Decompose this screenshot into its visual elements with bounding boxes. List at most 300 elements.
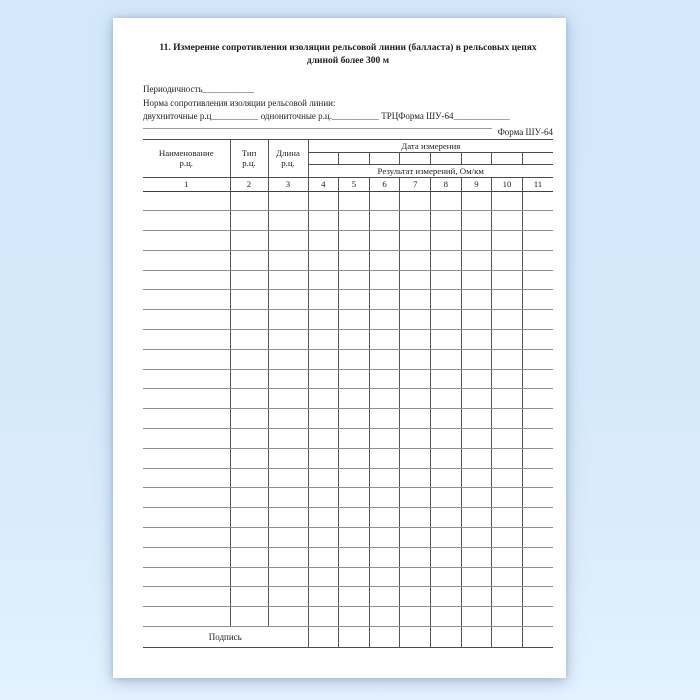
table-cell	[400, 231, 431, 251]
rc-types-line	[143, 110, 553, 124]
table-row	[143, 290, 553, 310]
table-cell	[268, 607, 308, 627]
table-cell	[431, 409, 462, 429]
table-cell	[369, 211, 400, 231]
table-cell	[492, 587, 523, 607]
date-entry-cell	[400, 152, 431, 164]
table-cell	[369, 250, 400, 270]
column-number-cell: 2	[230, 177, 268, 191]
table-row	[143, 567, 553, 587]
table-cell	[369, 429, 400, 449]
table-cell	[308, 330, 339, 350]
table-cell	[522, 528, 553, 548]
single-thread-label: однониточные р.ц.	[258, 111, 332, 121]
table-cell	[143, 448, 230, 468]
table-row	[143, 448, 553, 468]
table-cell	[230, 231, 268, 251]
table-cell	[400, 250, 431, 270]
table-cell	[143, 409, 230, 429]
table-cell	[461, 290, 492, 310]
table-cell	[461, 389, 492, 409]
table-cell	[461, 191, 492, 211]
table-cell	[230, 191, 268, 211]
table-cell	[268, 231, 308, 251]
form-page	[113, 18, 566, 678]
table-row	[143, 330, 553, 350]
table-cell	[522, 409, 553, 429]
table-cell	[369, 310, 400, 330]
table-cell	[268, 448, 308, 468]
table-cell	[339, 448, 370, 468]
table-cell	[308, 369, 339, 389]
table-cell	[230, 468, 268, 488]
table-cell	[492, 409, 523, 429]
table-cell	[230, 567, 268, 587]
table-cell	[143, 607, 230, 627]
table-cell	[268, 528, 308, 548]
table-cell	[268, 191, 308, 211]
table-cell	[522, 567, 553, 587]
table-cell	[339, 488, 370, 508]
date-entry-cell	[492, 152, 523, 164]
table-cell	[431, 547, 462, 567]
table-cell	[369, 290, 400, 310]
table-cell	[461, 607, 492, 627]
table-cell	[492, 607, 523, 627]
table-cell	[339, 191, 370, 211]
table-cell	[492, 250, 523, 270]
table-cell	[268, 369, 308, 389]
table-cell	[268, 429, 308, 449]
date-entry-cell	[461, 152, 492, 164]
date-entry-cell	[431, 152, 462, 164]
table-cell	[461, 429, 492, 449]
column-number-cell: 7	[400, 177, 431, 191]
table-cell	[461, 488, 492, 508]
table-cell	[339, 330, 370, 350]
table-cell	[369, 369, 400, 389]
table-row	[143, 587, 553, 607]
signature-entry-cell	[308, 627, 339, 648]
table-cell	[339, 250, 370, 270]
table-cell	[492, 191, 523, 211]
table-cell	[431, 429, 462, 449]
table-cell	[268, 547, 308, 567]
table-cell	[339, 349, 370, 369]
table-body	[143, 191, 553, 627]
table-cell	[431, 369, 462, 389]
column-number-cell: 9	[461, 177, 492, 191]
table-row	[143, 488, 553, 508]
table-cell	[268, 389, 308, 409]
table-row	[143, 409, 553, 429]
table-cell	[268, 488, 308, 508]
table-cell	[339, 528, 370, 548]
table-cell	[339, 270, 370, 290]
table-cell	[308, 290, 339, 310]
table-cell	[308, 211, 339, 231]
column-number-cell: 11	[522, 177, 553, 191]
table-cell	[308, 547, 339, 567]
table-cell	[268, 409, 308, 429]
table-cell	[431, 528, 462, 548]
periodicity-blank: ___________	[202, 84, 255, 94]
table-cell	[143, 429, 230, 449]
table-cell	[522, 587, 553, 607]
col-length-header: Длина р.ц.	[268, 139, 308, 177]
table-cell	[431, 290, 462, 310]
form-code-row	[143, 125, 553, 138]
table-cell	[339, 547, 370, 567]
table-cell	[143, 547, 230, 567]
periodicity-label: Периодичность	[143, 84, 203, 94]
table-row	[143, 250, 553, 270]
table-cell	[230, 250, 268, 270]
table-cell	[400, 369, 431, 389]
table-cell	[230, 290, 268, 310]
column-number-cell: 10	[492, 177, 523, 191]
table-cell	[339, 369, 370, 389]
table-cell	[400, 567, 431, 587]
table-cell	[461, 448, 492, 468]
table-cell	[431, 488, 462, 508]
column-number-cell: 5	[339, 177, 370, 191]
table-cell	[308, 587, 339, 607]
table-cell	[369, 567, 400, 587]
table-cell	[308, 488, 339, 508]
table-row	[143, 231, 553, 251]
table-row	[143, 528, 553, 548]
table-cell	[143, 211, 230, 231]
table-cell	[492, 290, 523, 310]
table-cell	[369, 448, 400, 468]
table-cell	[492, 429, 523, 449]
table-cell	[339, 409, 370, 429]
table-cell	[268, 211, 308, 231]
table-row	[143, 349, 553, 369]
table-row	[143, 547, 553, 567]
table-cell	[492, 448, 523, 468]
table-cell	[461, 310, 492, 330]
table-cell	[492, 389, 523, 409]
signature-label: Подпись	[143, 627, 308, 648]
table-cell	[230, 587, 268, 607]
table-cell	[143, 310, 230, 330]
table-row	[143, 607, 553, 627]
table-cell	[308, 310, 339, 330]
table-cell	[369, 191, 400, 211]
signature-entry-cell	[400, 627, 431, 648]
table-cell	[400, 448, 431, 468]
col-type-header: Тип р.ц.	[230, 139, 268, 177]
table-cell	[339, 587, 370, 607]
table-cell	[230, 330, 268, 350]
table-cell	[431, 330, 462, 350]
table-cell	[461, 468, 492, 488]
table-cell	[230, 429, 268, 449]
table-cell	[268, 567, 308, 587]
table-cell	[308, 349, 339, 369]
table-cell	[143, 191, 230, 211]
table-cell	[339, 508, 370, 528]
table-cell	[230, 508, 268, 528]
table-cell	[522, 191, 553, 211]
date-entry-cell	[369, 152, 400, 164]
table-cell	[143, 369, 230, 389]
table-cell	[308, 468, 339, 488]
column-number-cell: 3	[268, 177, 308, 191]
table-cell	[268, 250, 308, 270]
table-row	[143, 369, 553, 389]
table-cell	[431, 567, 462, 587]
signature-entry-cell	[369, 627, 400, 648]
table-cell	[308, 409, 339, 429]
table-cell	[461, 587, 492, 607]
table-cell	[522, 231, 553, 251]
date-measure-header: Дата измерения	[308, 139, 553, 152]
date-entry-cell	[308, 152, 339, 164]
table-cell	[308, 389, 339, 409]
table-row	[143, 508, 553, 528]
table-row	[143, 270, 553, 290]
table-cell	[369, 528, 400, 548]
table-cell	[339, 211, 370, 231]
col-name-header: Наименование р.ц.	[143, 139, 230, 177]
table-cell	[369, 508, 400, 528]
table-cell	[461, 567, 492, 587]
table-cell	[461, 231, 492, 251]
trc-label: ТРЦФорма ШУ-64	[379, 111, 454, 121]
table-row	[143, 191, 553, 211]
table-cell	[143, 231, 230, 251]
table-cell	[400, 330, 431, 350]
table-cell	[492, 211, 523, 231]
table-cell	[522, 488, 553, 508]
table-cell	[308, 191, 339, 211]
table-cell	[400, 468, 431, 488]
table-cell	[369, 231, 400, 251]
signature-entry-cell	[431, 627, 462, 648]
table-row	[143, 310, 553, 330]
table-cell	[522, 369, 553, 389]
table-cell	[308, 567, 339, 587]
table-cell	[431, 587, 462, 607]
table-cell	[369, 330, 400, 350]
table-cell	[522, 508, 553, 528]
table-cell	[143, 290, 230, 310]
table-cell	[522, 330, 553, 350]
table-cell	[400, 211, 431, 231]
table-cell	[522, 349, 553, 369]
single-thread-blank: __________	[332, 111, 379, 121]
table-cell	[400, 508, 431, 528]
table-row	[143, 211, 553, 231]
signature-entry-cell	[339, 627, 370, 648]
table-cell	[369, 587, 400, 607]
form-title-line2: длиной более 300 м	[306, 56, 390, 66]
table-cell	[522, 468, 553, 488]
table-cell	[431, 231, 462, 251]
table-cell	[308, 270, 339, 290]
table-cell	[143, 330, 230, 350]
table-cell	[431, 448, 462, 468]
table-cell	[339, 389, 370, 409]
table-cell	[143, 468, 230, 488]
result-header: Результат измерений, Ом/км	[308, 164, 553, 177]
table-cell	[492, 488, 523, 508]
table-cell	[339, 290, 370, 310]
table-cell	[400, 528, 431, 548]
table-cell	[492, 349, 523, 369]
table-cell	[431, 508, 462, 528]
table-cell	[339, 607, 370, 627]
table-cell	[143, 508, 230, 528]
table-cell	[369, 547, 400, 567]
table-cell	[492, 270, 523, 290]
table-cell	[339, 310, 370, 330]
table-cell	[492, 310, 523, 330]
table-cell	[268, 310, 308, 330]
table-cell	[369, 488, 400, 508]
table-cell	[522, 250, 553, 270]
signature-row	[143, 627, 553, 648]
table-cell	[339, 231, 370, 251]
table-cell	[431, 270, 462, 290]
table-cell	[400, 349, 431, 369]
table-cell	[400, 607, 431, 627]
periodicity-line	[143, 83, 553, 97]
measurement-table	[143, 139, 553, 649]
signature-entry-cell	[461, 627, 492, 648]
table-cell	[230, 488, 268, 508]
column-number-cell: 6	[369, 177, 400, 191]
signature-entry-cell	[492, 627, 523, 648]
table-cell	[230, 211, 268, 231]
table-cell	[230, 448, 268, 468]
table-cell	[143, 250, 230, 270]
table-cell	[431, 310, 462, 330]
table-cell	[268, 290, 308, 310]
table-cell	[230, 547, 268, 567]
table-cell	[230, 528, 268, 548]
table-cell	[369, 468, 400, 488]
column-number-cell: 1	[143, 177, 230, 191]
table-cell	[431, 191, 462, 211]
table-cell	[400, 290, 431, 310]
table-cell	[400, 587, 431, 607]
table-cell	[522, 270, 553, 290]
table-cell	[230, 607, 268, 627]
table-cell	[369, 389, 400, 409]
table-cell	[431, 211, 462, 231]
table-cell	[369, 607, 400, 627]
table-cell	[431, 349, 462, 369]
form-title	[131, 42, 565, 68]
table-row	[143, 389, 553, 409]
table-cell	[461, 547, 492, 567]
table-cell	[400, 191, 431, 211]
table-cell	[308, 448, 339, 468]
table-cell	[143, 567, 230, 587]
table-cell	[230, 369, 268, 389]
table-cell	[400, 547, 431, 567]
table-cell	[230, 270, 268, 290]
table-cell	[400, 310, 431, 330]
table-cell	[522, 607, 553, 627]
table-cell	[431, 468, 462, 488]
table-cell	[522, 448, 553, 468]
column-number-cell: 4	[308, 177, 339, 191]
table-cell	[143, 349, 230, 369]
table-cell	[492, 330, 523, 350]
table-cell	[522, 429, 553, 449]
form-title-line1: 11. Измерение сопротивления изоляции рельсовой линии (балласта) в рельсовых цепях	[159, 43, 537, 53]
table-cell	[268, 468, 308, 488]
table-cell	[143, 389, 230, 409]
table-cell	[339, 429, 370, 449]
form-code-label: Форма ШУ-64	[497, 126, 553, 137]
table-cell	[461, 528, 492, 548]
table-cell	[492, 547, 523, 567]
table-cell	[461, 508, 492, 528]
table-cell	[522, 547, 553, 567]
date-entry-cell	[339, 152, 370, 164]
table-cell	[308, 429, 339, 449]
table-cell	[308, 231, 339, 251]
table-cell	[143, 488, 230, 508]
table-cell	[492, 528, 523, 548]
table-cell	[268, 270, 308, 290]
table-cell	[492, 567, 523, 587]
table-cell	[461, 349, 492, 369]
trc-blank: ____________	[453, 111, 510, 121]
signature-entry-cell	[522, 627, 553, 648]
blank-underline	[143, 128, 492, 129]
table-cell	[143, 270, 230, 290]
table-cell	[369, 270, 400, 290]
table-cell	[308, 528, 339, 548]
table-cell	[492, 508, 523, 528]
table-cell	[492, 369, 523, 389]
two-thread-label: двухниточные р.ц	[143, 111, 212, 121]
table-cell	[230, 349, 268, 369]
table-cell	[268, 330, 308, 350]
table-cell	[400, 429, 431, 449]
table-cell	[431, 607, 462, 627]
table-cell	[522, 290, 553, 310]
table-cell	[339, 468, 370, 488]
column-numbers-row	[143, 177, 553, 191]
table-cell	[461, 270, 492, 290]
table-cell	[431, 250, 462, 270]
table-cell	[492, 468, 523, 488]
table-row	[143, 429, 553, 449]
table-cell	[230, 310, 268, 330]
table-cell	[400, 409, 431, 429]
table-cell	[522, 389, 553, 409]
table-cell	[461, 330, 492, 350]
two-thread-blank: __________	[211, 111, 259, 121]
table-cell	[369, 349, 400, 369]
table-cell	[431, 389, 462, 409]
table-cell	[143, 587, 230, 607]
table-row	[143, 468, 553, 488]
table-cell	[143, 528, 230, 548]
table-cell	[308, 250, 339, 270]
table-cell	[461, 409, 492, 429]
table-cell	[369, 409, 400, 429]
column-number-cell: 8	[431, 177, 462, 191]
